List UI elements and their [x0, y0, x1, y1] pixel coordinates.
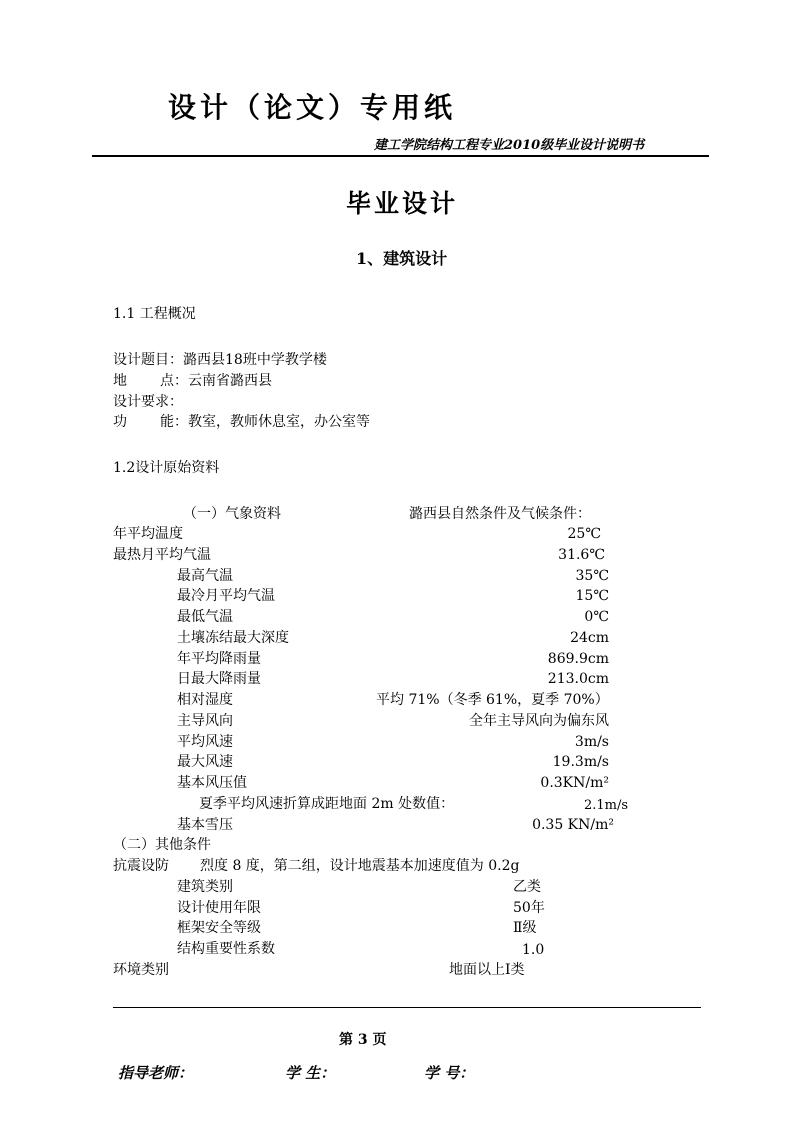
climate-row-label: 年平均温度 — [113, 526, 183, 542]
climate-row-label: 平均风速 — [177, 734, 233, 750]
climate-row-value: 平均 71%（冬季 61%，夏季 70%） — [376, 692, 609, 708]
climate-row-value: 25℃ — [567, 526, 601, 542]
header-divider — [92, 155, 709, 157]
other-row-value: 1.0 — [522, 942, 545, 958]
climate-row-label: 最冷月平均气温 — [177, 588, 275, 604]
paper-header-subtitle: 建工学院结构工程专业2010级毕业设计说明书 — [374, 138, 645, 153]
other-row-value: 乙类 — [513, 879, 541, 895]
climate-row-value: 24cm — [570, 630, 609, 646]
climate-row-label: 最热月平均气温 — [113, 547, 211, 563]
page-number: 第 3 页 — [339, 1032, 387, 1048]
seismic-label: 抗震设防 — [113, 858, 169, 874]
environment-label: 环境类别 — [113, 962, 169, 978]
climate-row-value: 213.0cm — [547, 671, 609, 687]
chapter-heading: 1、建筑设计 — [356, 249, 448, 268]
climate-row-label: 土壤冻结最大深度 — [177, 630, 289, 646]
environment-value: 地面以上Ⅰ类 — [449, 962, 525, 978]
climate-row-label: 日最大降雨量 — [177, 671, 261, 687]
climate-row-value: 0℃ — [584, 609, 609, 625]
other-row-label: 框架安全等级 — [177, 920, 261, 936]
climate-row-value: 3m/s — [574, 734, 609, 750]
design-topic: 设计题目：潞西县18班中学教学楼 — [113, 352, 327, 368]
climate-row-value: 全年主导风向为偏东风 — [469, 713, 609, 729]
student-label: 学 生： — [285, 1064, 336, 1082]
other-conditions-heading: （二）其他条件 — [113, 837, 211, 853]
climate-row-value: 0.3KN/m² — [540, 775, 609, 791]
document-title: 毕业设计 — [346, 189, 459, 218]
climate-row-label: 基本风压值 — [177, 775, 247, 791]
climate-row-value: 35℃ — [575, 568, 609, 584]
student-id-label: 学 号： — [424, 1064, 475, 1082]
footer-divider — [113, 1007, 701, 1008]
climate-row-value: 2.1m/s — [583, 798, 628, 813]
climate-row-value: 19.3m/s — [552, 754, 609, 770]
other-row-label: 结构重要性系数 — [177, 941, 275, 957]
function-label: 功 — [113, 414, 127, 430]
design-requirements: 设计要求： — [113, 394, 183, 410]
climate-row-label: 年平均降雨量 — [177, 651, 261, 667]
climate-row-value: 0.35 KN/m² — [532, 817, 614, 833]
climate-row-value: 869.9cm — [547, 651, 609, 667]
climate-row-value: 15℃ — [575, 588, 609, 604]
climate-row-label: 主导风向 — [177, 713, 233, 729]
climate-row-label: 最大风速 — [177, 754, 233, 770]
climate-row-value: 31.6℃ — [558, 547, 605, 563]
other-row-label: 设计使用年限 — [177, 900, 261, 916]
paper-header-title: 设计（论文）专用纸 — [168, 91, 457, 124]
other-row-value: Ⅱ级 — [513, 920, 537, 936]
location-label: 地 — [113, 373, 127, 389]
section-heading-1-2: 1.2设计原始资料 — [113, 460, 220, 476]
section-heading-1-1: 1.1 工程概况 — [113, 306, 196, 322]
climate-row-label: 最低气温 — [177, 609, 233, 625]
other-row-label: 建筑类别 — [177, 879, 233, 895]
other-row-value: 50年 — [513, 900, 545, 916]
climate-row-label: 最高气温 — [177, 568, 233, 584]
climate-row-label: 基本雪压 — [177, 817, 233, 833]
location-value: 点：云南省潞西县 — [160, 373, 272, 389]
function-value: 能：教室，教师休息室，办公室等 — [160, 414, 370, 430]
climate-row-label: 相对湿度 — [177, 692, 233, 708]
advisor-label: 指导老师： — [118, 1064, 194, 1082]
seismic-value: 烈度 8 度，第二组，设计地震基本加速度值为 0.2g — [200, 858, 520, 874]
climate-row-label: 夏季平均风速折算成距地面 2m 处数值： — [199, 796, 455, 812]
climate-note: 潞西县自然条件及气候条件： — [409, 506, 591, 522]
climate-heading: （一）气象资料 — [183, 506, 281, 522]
